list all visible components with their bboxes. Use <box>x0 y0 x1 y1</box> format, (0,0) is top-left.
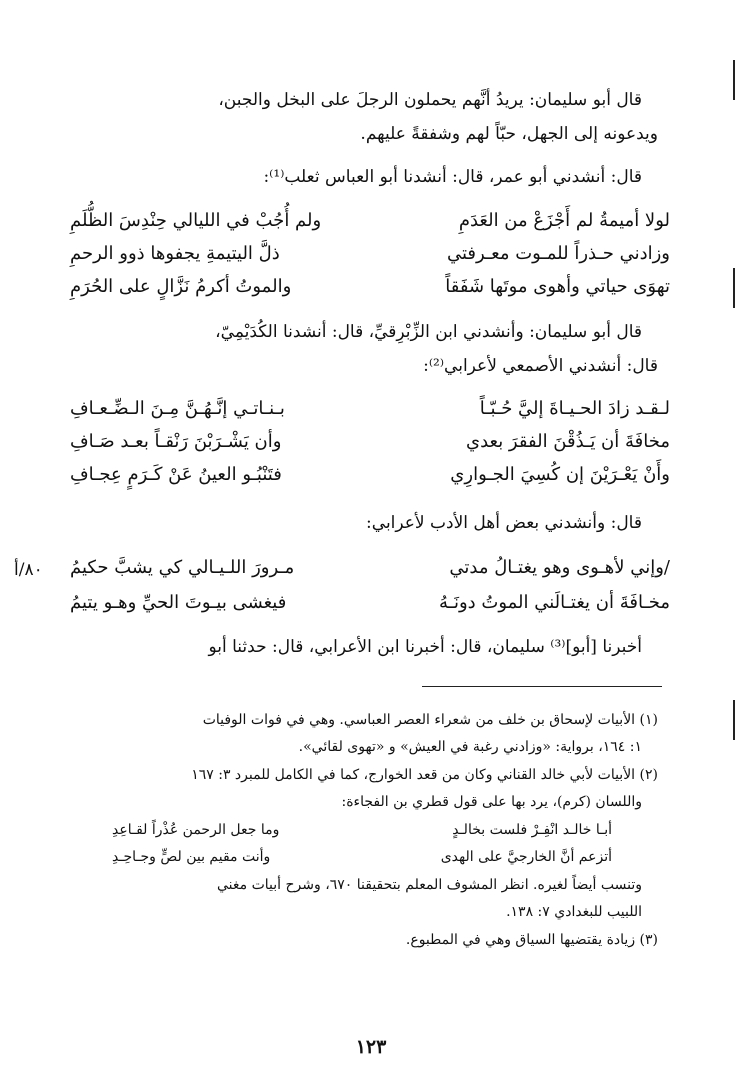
body-line: أخبرنا [أبو]⁽³⁾ سليمان، قال: أخبرنا ابن الأعرابي، قال: حدثنا أبو <box>208 637 642 657</box>
verse-line <box>70 276 670 308</box>
verse-second-hemistich: وأنت مقيم بين لصٍّ وجـاحِـدِ <box>112 849 271 865</box>
margin-mark <box>733 700 735 740</box>
footnote-separator <box>422 686 662 687</box>
footnote-line: ١: ١٦٤، برواية: «وزادني رغبة في العيش» و «تهوى لقائي». <box>298 739 642 755</box>
footnote-verse <box>112 822 612 848</box>
verse-line <box>70 464 670 496</box>
verse-first-hemistich: أبـا خالـد انْفِـرْ فلست بخالـدٍ <box>452 822 612 838</box>
verse-line <box>70 592 670 624</box>
footnote-line: (٣) زيادة يقتضيها السياق وهي في المطبوع. <box>405 932 658 948</box>
verse-line <box>70 431 670 463</box>
verse-second-hemistich: وأن يَشْـرَبْنَ رَنْقـاً بعـد صَـافِ <box>70 431 282 452</box>
verse-first-hemistich: لولا أميمةُ لم أَجْزَعْ من العَدَمِ <box>458 210 670 231</box>
margin-mark <box>733 268 735 308</box>
verse-first-hemistich: أتزعم أنَّ الخارجيَّ على الهدى <box>440 849 612 865</box>
verse-second-hemistich: فيغشى بيـوتَ الحيِّ وهـو يتيمُ <box>70 592 287 613</box>
verse-second-hemistich: ولم أُجُبْ في الليالي حِنْدِسَ الظُّلَمِ <box>70 210 322 231</box>
footnote-line: واللسان (كرم)، يرد بها على قول قطري بن الفجاءة: <box>341 794 642 810</box>
verse-line <box>70 243 670 275</box>
body-line: قال: أنشدني أبو عمر، قال: أنشدنا أبو العباس ثعلب⁽¹⁾: <box>263 167 642 187</box>
verse-second-hemistich: فتَنْبُـو العينُ عَنْ كَـرَمٍ عِجـافِ <box>70 464 282 485</box>
verse-first-hemistich: مخـافَةَ أن يغتـالَني الموتُ دونَـهُ <box>439 592 670 613</box>
manuscript-folio-marker: ٨٠/أ <box>14 560 43 580</box>
verse-first-hemistich: مخافَةَ أن يَـذُقْنَ الفقرَ بعدي <box>465 431 670 452</box>
body-line: ويدعونه إلى الجهل، حبّاً لهم وشفقةً عليهم. <box>360 124 658 144</box>
verse-line <box>70 210 670 242</box>
verse-second-hemistich: والموتُ أكرمُ نَزَّالٍ على الحُرَمِ <box>70 276 292 297</box>
verse-second-hemistich: ذلَّ اليتيمةِ يجفوها ذوو الرحمِ <box>70 243 280 264</box>
verse-first-hemistich: وأَنْ يَعْـرَيْنَ إن كُسِيَ الجـوارِي <box>450 464 670 485</box>
body-line: قال: وأنشدني بعض أهل الأدب لأعرابي: <box>366 513 642 533</box>
footnote-line: وتنسب أيضاً لغيره. انظر المشوف المعلم بتحقيقنا ٦٧٠، وشرح أبيات مغني <box>217 877 642 893</box>
verse-second-hemistich: مـرورَ اللـيـالي كي يشبَّ حكيمُ <box>70 557 295 578</box>
verse-second-hemistich: وما جعل الرحمن عُذْراً لقـاعِدِ <box>112 822 280 838</box>
footnote-verse <box>112 849 612 875</box>
margin-mark <box>733 60 735 100</box>
body-line: قال أبو سليمان: يريدُ أنَّهم يحملون الرجلَ على البخل والجبن، <box>218 90 642 110</box>
body-line: قال أبو سليمان: وأنشدني ابن الزِّبْرِقيِّ، قال: أنشدنا الكُدَيْمِيّ، <box>215 322 642 342</box>
footnote-line: (١) الأبيات لإسحاق بن خلف من شعراء العصر العباسي. وهي في فوات الوفيات <box>202 712 658 728</box>
footnote-line: اللبيب للبغدادي ٧: ١٣٨. <box>506 904 642 920</box>
verse-second-hemistich: بـنـاتـي إنَّـهُـنَّ مِـنَ الـضِّـعـافِ <box>70 398 285 419</box>
verse-first-hemistich: /وإني لأهـوى وهو يغتـالُ مدتي <box>449 557 670 578</box>
verse-first-hemistich: لـقـد زادَ الحـيـاةَ إليَّ حُـبّـاً <box>479 398 670 419</box>
page-number: ١٢٣ <box>355 1036 387 1058</box>
body-line: قال: أنشدني الأصمعي لأعرابي⁽²⁾: <box>423 356 658 376</box>
verse-line <box>70 557 670 589</box>
verse-first-hemistich: وزادني حـذراً للمـوت معـرفتي <box>446 243 670 264</box>
verse-line <box>70 398 670 430</box>
footnote-line: (٢) الأبيات لأبي خالد القناني وكان من قعد الخوارج، كما في الكامل للمبرد ٣: ١٦٧ <box>191 767 658 783</box>
verse-first-hemistich: تهوَى حياتي وأهوى موتَها شَفَقاً <box>445 276 670 297</box>
